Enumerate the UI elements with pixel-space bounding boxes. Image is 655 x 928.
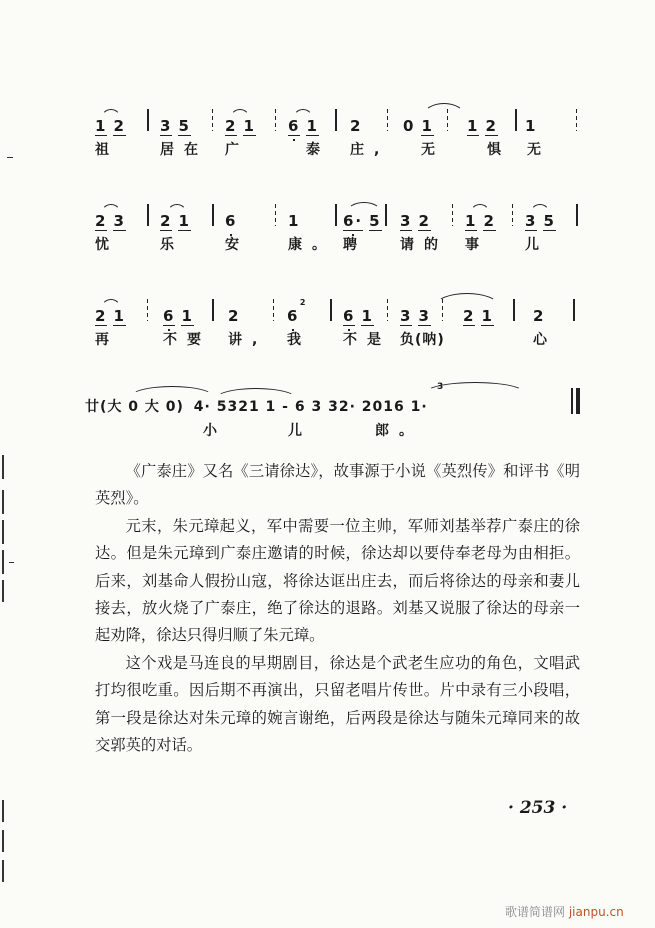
percussion-intro: 廿(大 0 大 0) [85, 399, 184, 415]
margin-mark [2, 550, 4, 574]
note: 3 [400, 212, 413, 230]
grace-note: 2 [299, 298, 308, 307]
note: 1 [467, 117, 480, 135]
page-number: · 253 · [508, 798, 568, 818]
note: 6 2 [287, 307, 299, 325]
note: 6· [343, 212, 363, 231]
margin-mark [9, 562, 14, 563]
free-rhythm-line [85, 396, 428, 416]
note: 1 [178, 212, 191, 230]
note: 3 [418, 307, 431, 325]
watermark-cn: 歌谱简谱网 [505, 905, 566, 919]
note: 1 [481, 307, 494, 325]
lyric: 庄, [350, 142, 390, 158]
margin-mark [2, 520, 4, 544]
note: 2 [228, 307, 241, 325]
lyric: 请的 [400, 237, 448, 253]
grace-note: 3 [437, 382, 444, 392]
article-body [95, 458, 580, 759]
note: 1 [95, 117, 108, 135]
lyric: 不要 [163, 332, 211, 348]
note: 2 [95, 307, 108, 325]
note: 3 [525, 212, 538, 230]
note: 3 [113, 212, 126, 230]
lyric: 忧 [95, 237, 119, 253]
note: 6 [163, 307, 175, 326]
lyric: 乐 [160, 237, 184, 253]
margin-mark [2, 860, 4, 882]
lyric: 康。 [288, 237, 336, 253]
note: 2 [350, 117, 363, 135]
note: 2 [483, 212, 496, 230]
note: 6 [288, 117, 300, 136]
watermark [505, 903, 624, 920]
note: 1 [525, 117, 538, 135]
note: 6 [225, 212, 237, 230]
note: 2 [485, 117, 498, 135]
margin-mark [2, 800, 4, 822]
lyric: 小 [203, 423, 227, 439]
lyric: 居在 [160, 142, 208, 158]
note: 2 [160, 212, 173, 230]
lyric: 儿 [288, 423, 312, 439]
lyric: 无 [421, 142, 445, 158]
note: 5 [178, 117, 191, 135]
note: 1 [421, 117, 434, 135]
paragraph: 《广泰庄》又名《三请徐达》，故事源于小说《英烈传》和评书《明英烈》。 [95, 462, 580, 508]
paragraph: 元末，朱元璋起义，军中需要一位主帅，军师刘基举荐广泰庄的徐达。但是朱元璋到广泰庄邀请的时候，徐达却以要侍奉老母为由相拒。后来，刘基命人假扮山寇，将徐达诓出庄去，而后将徐达的母亲和妻儿接去，放火烧了广泰庄，绝了徐达的退路。刘基又说服了徐达的母亲一起劝降，徐达只得归顺了朱元璋。 [95, 516, 580, 645]
note: 1 [306, 117, 319, 135]
note: 2 [113, 117, 126, 135]
lyric: 安 [225, 237, 249, 253]
lyric: 再 [95, 332, 119, 348]
score-line-3 [95, 285, 585, 348]
note: 0 [403, 117, 416, 135]
lyric: 郎。 [375, 423, 423, 439]
melody: 4· 5321 1 - 6 3 32· 2016 1· [193, 399, 428, 415]
note: 1 [361, 307, 374, 325]
note: 2 [225, 117, 238, 135]
score-line-4 [85, 380, 575, 440]
margin-mark [2, 580, 4, 602]
note: 1 [465, 212, 478, 230]
note: 3 [400, 307, 413, 325]
note: 5 [369, 212, 382, 230]
margin-mark [2, 455, 4, 479]
lyric: 聘 [343, 237, 367, 253]
lyric: 事 [465, 237, 489, 253]
lyric: 不是 [343, 332, 391, 348]
paragraph: 这个戏是马连良的早期剧目，徐达是个武老生应功的角色，文唱武打均很吃重。因后期不再演出，只留老唱片传世。片中录有三小段唱，第一段是徐达对朱元璋的婉言谢绝，后两段是徐达与随朱元璋同来的故交郭英的对话。 [95, 653, 580, 755]
note: 1 [181, 307, 194, 325]
lyric: 泰 [306, 142, 330, 158]
margin-mark [2, 490, 4, 514]
score-line-1 [95, 95, 585, 158]
lyric: 我 [287, 332, 311, 348]
lyric: 儿 [525, 237, 549, 253]
watermark-latin: jianpu.cn [568, 905, 624, 919]
lyric: 广 [225, 142, 249, 158]
margin-mark [7, 157, 13, 158]
note: 2 [463, 307, 476, 325]
margin-mark [2, 830, 4, 852]
score-line-2 [95, 190, 585, 253]
note: 2 [95, 212, 108, 230]
note: 2 [418, 212, 431, 230]
note: 2 [533, 307, 546, 325]
note: 1 [243, 117, 256, 135]
note: 1 [288, 212, 301, 230]
lyric: 祖 [95, 142, 119, 158]
lyric: 讲, [228, 332, 268, 348]
lyric: 惧 [487, 142, 511, 158]
note: 5 [543, 212, 556, 230]
lyric: 心 [533, 332, 557, 348]
note: 3 [160, 117, 173, 135]
note: 6 [343, 307, 355, 326]
lyric: 负(呐) [400, 332, 445, 348]
note: 1 [113, 307, 126, 325]
lyric: 无 [527, 142, 551, 158]
